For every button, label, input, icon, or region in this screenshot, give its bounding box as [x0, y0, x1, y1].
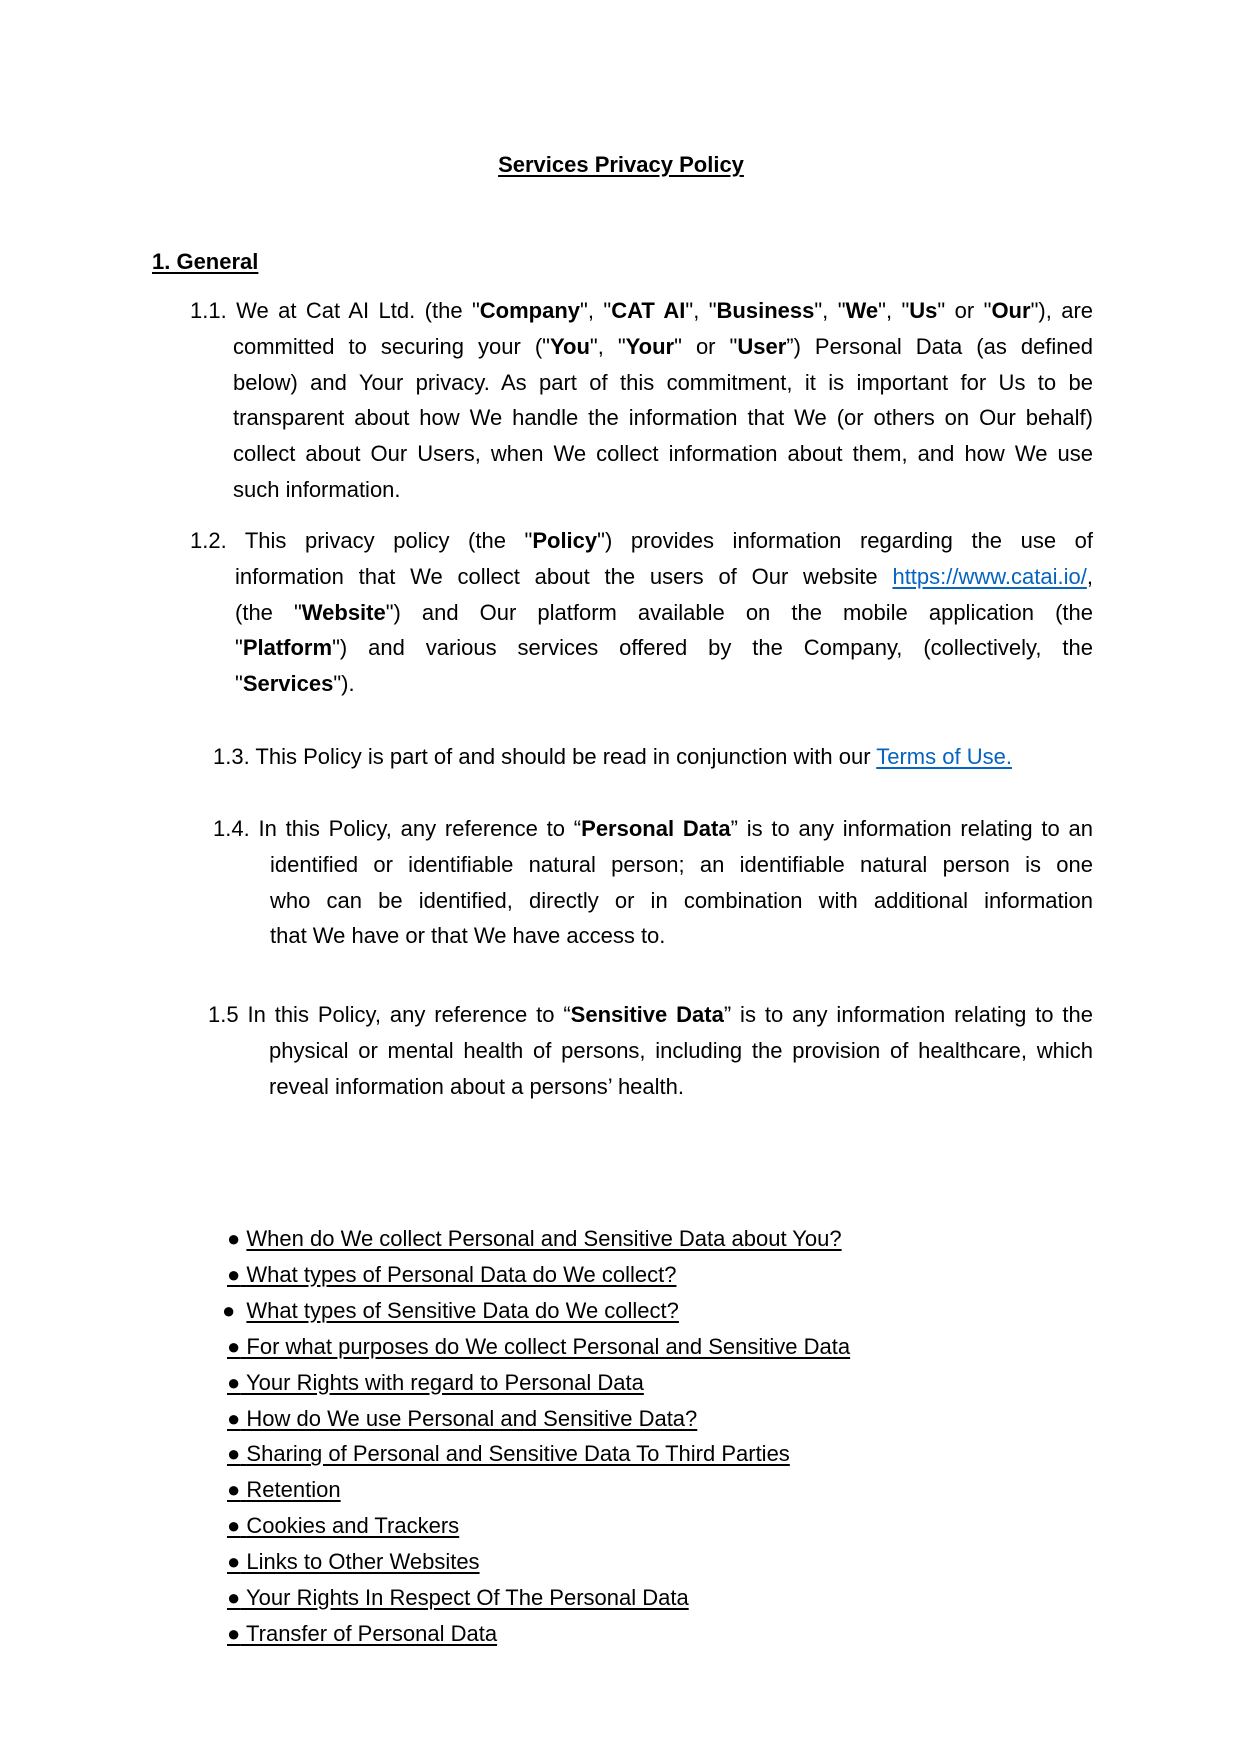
- bold-term: You: [549, 333, 590, 359]
- text-run: identified or identifiable natural person; an identifiable natural person is one: [270, 851, 1093, 877]
- text-run: ” is to any information relating to the: [723, 1002, 1094, 1027]
- clause-1-5: [208, 997, 1094, 1104]
- bold-term: Your: [625, 333, 675, 359]
- inline-link[interactable]: https://www.catai.io/: [892, 563, 1087, 589]
- paragraph-line: [235, 630, 1093, 666]
- text-run: ") and Our platform available on the mobile application (the: [385, 599, 1093, 625]
- text-run: 1.4. In this Policy, any reference to “: [213, 816, 582, 841]
- bullet-icon: ●: [227, 1405, 241, 1431]
- toc-item-label: Your Rights In Respect Of The Personal Data: [246, 1585, 689, 1611]
- text-run: ", ": [878, 298, 910, 323]
- bullet-icon: ●: [227, 1620, 241, 1646]
- paragraph-line: [270, 918, 1093, 954]
- bold-term: Services: [242, 671, 334, 697]
- text-run: ") provides information regarding the use of: [597, 528, 1093, 553]
- bold-term: Policy: [532, 528, 598, 553]
- text-run: (the ": [235, 599, 302, 625]
- text-run: collect about Our Users, when We collect information about them, and how We use: [233, 441, 1093, 467]
- toc-link-sensitive-data-types[interactable]: [222, 1293, 1127, 1329]
- text-run: who can be identified, directly or in combination with additional information: [270, 887, 1093, 913]
- paragraph-line: [235, 666, 1093, 702]
- bullet-icon: ●: [227, 1441, 241, 1467]
- bold-term: We: [845, 298, 879, 323]
- paragraph-line: [190, 293, 1093, 329]
- clause-1-4: [213, 811, 1093, 954]
- toc-item-label: What types of Sensitive Data do We collect?: [246, 1297, 679, 1323]
- text-run: "), are: [1030, 298, 1094, 323]
- text-run: ,: [1086, 563, 1093, 589]
- table-of-contents: [222, 1221, 1127, 1652]
- toc-link-purposes[interactable]: [227, 1329, 1127, 1365]
- toc-item-label: What types of Personal Data do We collect?: [246, 1261, 677, 1287]
- paragraph-line: [208, 997, 1093, 1033]
- paragraph-line: [213, 811, 1093, 847]
- bullet-icon: ●: [227, 1585, 241, 1611]
- toc-link-rights-in-respect[interactable]: [227, 1580, 1127, 1616]
- paragraph-line: [270, 883, 1093, 919]
- text-run: ": [235, 671, 243, 697]
- text-run: information that We collect about the users of Our website: [235, 563, 893, 589]
- text-run: 1.1. We at Cat AI Ltd. (the ": [190, 298, 480, 323]
- bold-term: CAT AI: [611, 298, 686, 323]
- bullet-icon: ●: [227, 1226, 241, 1251]
- text-run: ", ": [814, 298, 846, 323]
- bullet-icon: ●: [227, 1333, 241, 1359]
- paragraph-line: [233, 329, 1093, 365]
- inline-link[interactable]: Terms of Use.: [876, 744, 1012, 769]
- toc-item-label: Transfer of Personal Data: [246, 1620, 498, 1646]
- text-run: 1.2. This privacy policy (the ": [190, 528, 533, 553]
- text-run: 1.3. This Policy is part of and should be read in conjunction with our: [213, 744, 877, 769]
- bullet-icon: ●: [227, 1549, 241, 1575]
- bold-term: Us: [909, 298, 938, 323]
- toc-link-transfer[interactable]: [227, 1616, 1127, 1652]
- text-run: reveal information about a persons’ health.: [269, 1073, 684, 1099]
- paragraph-line: [233, 365, 1093, 401]
- paragraph-line: [270, 847, 1093, 883]
- bold-term: Business: [716, 298, 815, 323]
- clause-1-1: [190, 293, 1094, 508]
- toc-link-when-collect[interactable]: [227, 1221, 1127, 1257]
- text-run: ”) Personal Data (as defined: [786, 333, 1094, 359]
- paragraph-line: [235, 559, 1093, 595]
- text-run: ") and various services offered by the Company, (collectively, the: [332, 635, 1093, 661]
- clause-1-2: [190, 523, 1093, 702]
- toc-item-label: Sharing of Personal and Sensitive Data To Third Parties: [246, 1441, 790, 1467]
- bold-term: Personal Data: [581, 816, 731, 841]
- paragraph-line: [213, 739, 1093, 775]
- text-run: that We have or that We have access to.: [270, 923, 666, 949]
- text-run: such information.: [233, 476, 401, 502]
- paragraph-line: [190, 523, 1093, 559]
- section-heading-general: 1. General: [152, 249, 259, 274]
- bullet-icon: ●: [227, 1477, 241, 1503]
- bold-term: Company: [479, 298, 581, 323]
- text-run: ": [235, 635, 243, 661]
- text-run: below) and Your privacy. As part of this commitment, it is important for Us to be: [233, 369, 1093, 395]
- text-run: transparent about how We handle the information that We (or others on Our behalf): [233, 405, 1093, 431]
- toc-item-label: Your Rights with regard to Personal Data: [246, 1369, 644, 1395]
- toc-link-how-we-use[interactable]: [227, 1401, 1127, 1437]
- page-title: Services Privacy Policy: [498, 152, 744, 177]
- text-run: ” is to any information relating to an: [730, 816, 1093, 841]
- toc-item-label: Retention: [246, 1477, 341, 1503]
- paragraph-line: [233, 400, 1093, 436]
- bold-term: Website: [301, 599, 386, 625]
- toc-item-label: Cookies and Trackers: [246, 1513, 460, 1539]
- bold-term: Platform: [242, 635, 333, 661]
- paragraph-line: [233, 436, 1093, 472]
- bold-term: Our: [991, 298, 1031, 323]
- paragraph-line: [269, 1069, 1093, 1105]
- toc-item-label: How do We use Personal and Sensitive Data?: [246, 1405, 698, 1431]
- text-run: " or ": [937, 298, 992, 323]
- bullet-icon: ●: [227, 1261, 241, 1287]
- toc-link-personal-data-types[interactable]: [227, 1257, 1127, 1293]
- text-run: ", ": [580, 298, 612, 323]
- text-run: ", ": [589, 333, 626, 359]
- paragraph-line: [235, 595, 1093, 631]
- text-run: physical or mental health of persons, including the provision of healthcare, which: [269, 1037, 1093, 1063]
- toc-item-label: Links to Other Websites: [246, 1549, 480, 1575]
- bullet-icon: ●: [227, 1513, 241, 1539]
- paragraph-line: [269, 1033, 1093, 1069]
- bold-term: Sensitive Data: [570, 1002, 724, 1027]
- toc-link-retention[interactable]: [227, 1472, 1127, 1508]
- toc-link-cookies[interactable]: [227, 1508, 1127, 1544]
- toc-item-label: For what purposes do We collect Personal and Sensitive Data: [246, 1333, 851, 1359]
- toc-link-your-rights[interactable]: [227, 1365, 1127, 1401]
- clause-1-3: [213, 739, 1093, 775]
- text-run: ").: [333, 671, 355, 697]
- bullet-icon: ●: [227, 1369, 241, 1395]
- text-run: 1.5 In this Policy, any reference to “: [208, 1002, 571, 1027]
- bullet-icon: ●: [222, 1297, 236, 1323]
- toc-item-label: When do We collect Personal and Sensitive Data about You?: [246, 1226, 842, 1251]
- paragraph-line: [233, 472, 1093, 508]
- text-run: committed to securing your (": [233, 333, 550, 359]
- toc-link-other-websites[interactable]: [227, 1544, 1127, 1580]
- bold-term: User: [737, 333, 787, 359]
- text-run: ", ": [685, 298, 717, 323]
- text-run: " or ": [674, 333, 738, 359]
- toc-link-sharing[interactable]: [227, 1436, 1127, 1472]
